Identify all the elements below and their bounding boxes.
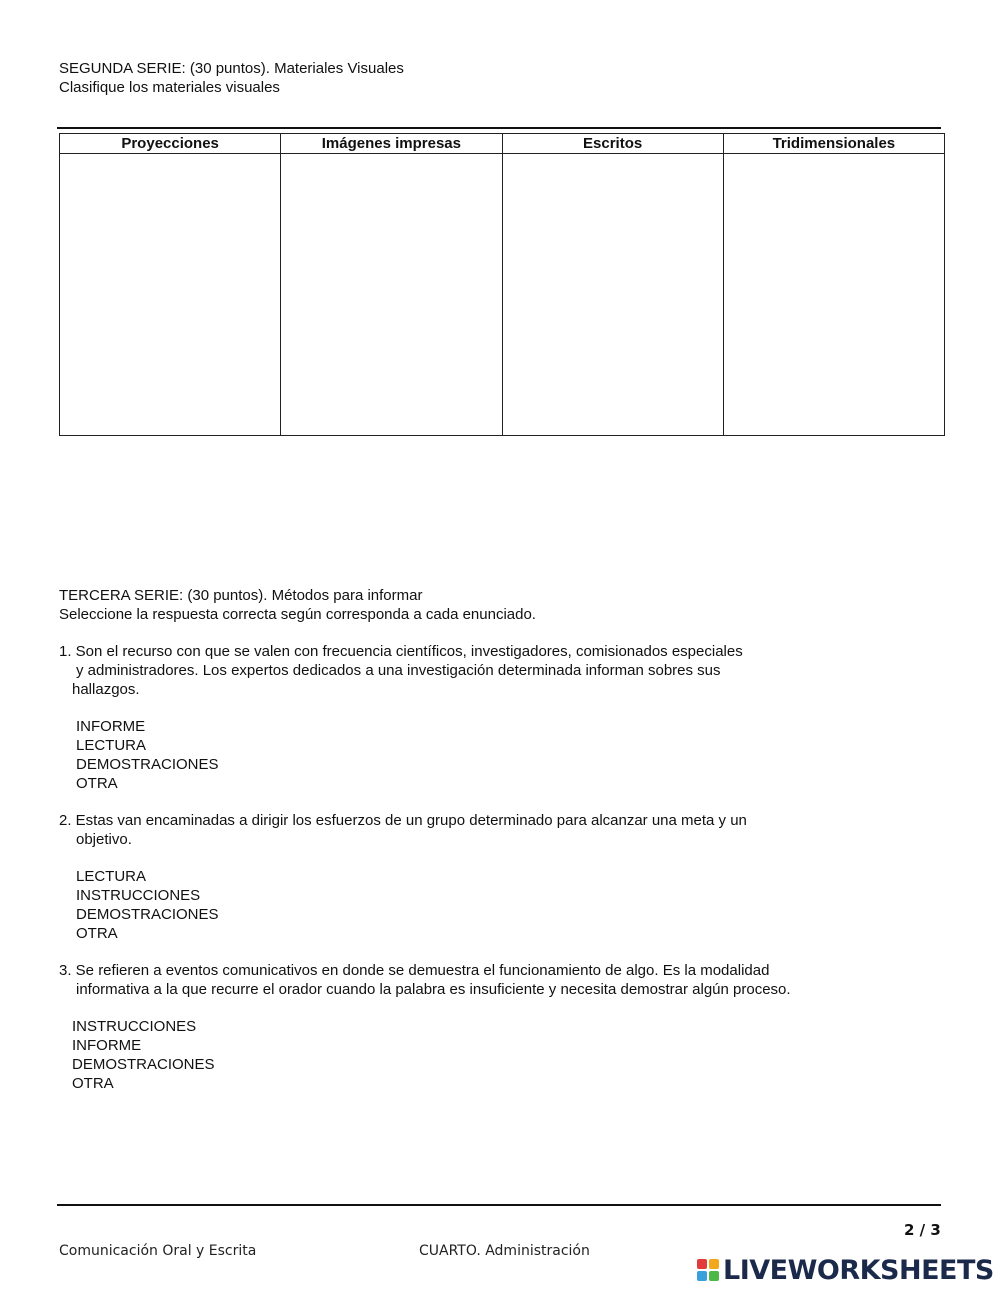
horizontal-rule-top bbox=[57, 127, 941, 129]
footer-course: Comunicación Oral y Escrita bbox=[59, 1243, 257, 1259]
logo-blocks-icon bbox=[697, 1259, 719, 1281]
section3-subtitle: Seleccione la respuesta correcta según corresponda a cada enunciado. bbox=[59, 606, 536, 623]
section3-title: TERCERA SERIE: (30 puntos). Métodos para informar bbox=[59, 587, 423, 604]
logo-block bbox=[709, 1271, 719, 1281]
question-text: 2. Estas van encaminadas a dirigir los esfuerzos de un grupo determinado para alcanzar una meta y un bbox=[59, 812, 747, 829]
column-header-imagenes-impresas: Imágenes impresas bbox=[281, 134, 502, 154]
column-header-tridimensionales: Tridimensionales bbox=[723, 134, 944, 154]
answer-option[interactable]: OTRA bbox=[76, 925, 118, 942]
horizontal-rule-bottom bbox=[57, 1204, 941, 1206]
answer-option[interactable]: INSTRUCCIONES bbox=[76, 887, 201, 904]
answer-option[interactable]: LECTURA bbox=[76, 868, 147, 885]
answer-option[interactable]: INFORME bbox=[76, 718, 146, 735]
answer-option[interactable]: INFORME bbox=[72, 1037, 142, 1054]
question-text: hallazgos. bbox=[72, 681, 140, 698]
column-header-escritos: Escritos bbox=[502, 134, 723, 154]
footer-grade: CUARTO. Administración bbox=[419, 1243, 590, 1259]
page-number: 2 / 3 bbox=[904, 1221, 941, 1239]
answer-option[interactable]: DEMOSTRACIONES bbox=[76, 906, 219, 923]
question-text: 1. Son el recurso con que se valen con frecuencia científicos, investigadores, comisionados especiales bbox=[59, 643, 743, 660]
answer-option[interactable]: LECTURA bbox=[76, 737, 147, 754]
liveworksheets-logo bbox=[697, 1253, 994, 1287]
question-text: y administradores. Los expertos dedicados a una investigación determinada informan sobres sus bbox=[76, 662, 721, 679]
logo-text: LIVEWORKSHEETS bbox=[723, 1254, 994, 1286]
answer-option[interactable]: OTRA bbox=[76, 775, 118, 792]
drop-zone-escritos[interactable] bbox=[502, 154, 723, 436]
logo-block bbox=[709, 1259, 719, 1269]
drop-zone-proyecciones[interactable] bbox=[60, 154, 281, 436]
question-text: objetivo. bbox=[76, 831, 132, 848]
section2-title: SEGUNDA SERIE: (30 puntos). Materiales Visuales bbox=[59, 60, 404, 77]
classification-table bbox=[59, 133, 945, 436]
answer-option[interactable]: INSTRUCCIONES bbox=[72, 1018, 197, 1035]
answer-option[interactable]: OTRA bbox=[72, 1075, 114, 1092]
question-text: informativa a la que recurre el orador cuando la palabra es insuficiente y necesita demostrar algún proceso. bbox=[76, 981, 791, 998]
drop-zone-imagenes-impresas[interactable] bbox=[281, 154, 502, 436]
drop-zone-tridimensionales[interactable] bbox=[723, 154, 944, 436]
question-text: 3. Se refieren a eventos comunicativos en donde se demuestra el funcionamiento de algo. Es la modalidad bbox=[59, 962, 770, 979]
logo-block bbox=[697, 1271, 707, 1281]
logo-block bbox=[697, 1259, 707, 1269]
answer-option[interactable]: DEMOSTRACIONES bbox=[76, 756, 219, 773]
answer-option[interactable]: DEMOSTRACIONES bbox=[72, 1056, 215, 1073]
section2-subtitle: Clasifique los materiales visuales bbox=[59, 79, 280, 96]
column-header-proyecciones: Proyecciones bbox=[60, 134, 281, 154]
